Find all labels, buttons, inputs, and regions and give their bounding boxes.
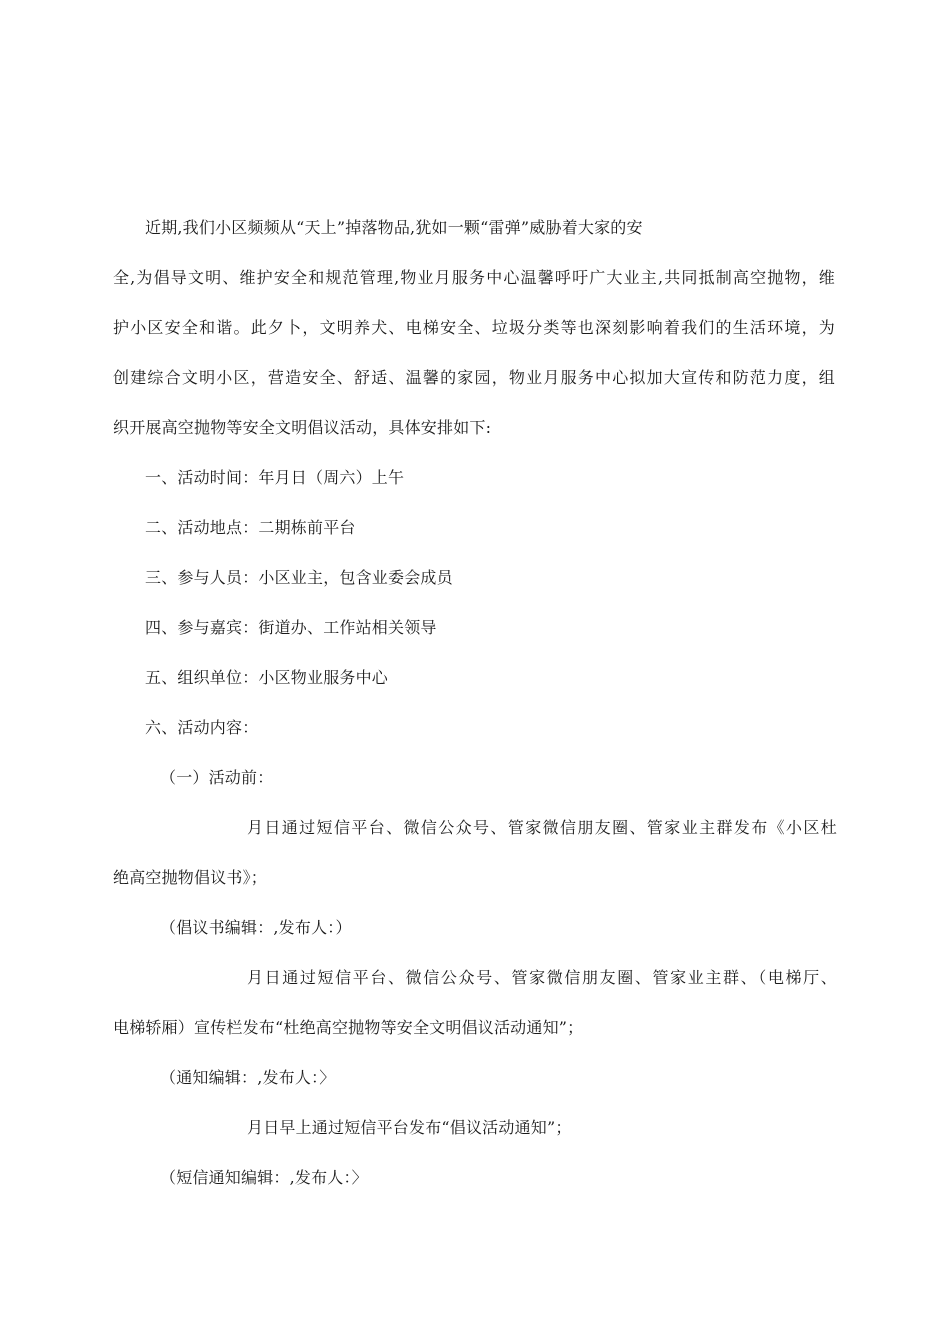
item-guests: 四、参与嘉宾：街道办、工作站相关领导 [145, 618, 437, 637]
before-step1-note: （倡议书编辑：,发布人：） [160, 918, 352, 937]
item-organizer: 五、组织单位：小区物业服务中心 [145, 668, 389, 687]
item-activity-time: 一、活动时间：年月日（周六）上午 [145, 468, 405, 487]
before-step2-line1: 月日通过短信平台、微信公众号、管家微信朋友圈、管家业主群、（电梯厅、 [247, 968, 837, 987]
intro-line-1: 近期,我们小区频频从“天上”掉落物品,犹如一颗“雷弹”威胁着大家的安 [145, 218, 643, 237]
before-step3-line1: 月日早上通过短信平台发布“倡议活动通知”； [247, 1118, 572, 1137]
before-step2-line2: 电梯轿厢）宣传栏发布“杜绝高空抛物等安全文明倡议活动通知”； [113, 1018, 584, 1037]
item-activity-place: 二、活动地点：二期栋前平台 [145, 518, 356, 537]
before-step1-line1: 月日通过短信平台、微信公众号、管家微信朋友圈、管家业主群发布《小区杜 [247, 818, 837, 837]
item-participants: 三、参与人员：小区业主，包含业委会成员 [145, 568, 453, 587]
before-step2-note: （通知编辑：,发布人：〉 [160, 1068, 336, 1087]
intro-line-4: 创建综合文明小区，营造安全、舒适、温馨的家园，物业月服务中心拟加大宣传和防范力度，组 [113, 368, 835, 387]
intro-line-2: 全,为倡导文明、维护安全和规范管理,物业月服务中心温馨呼吁广大业主,共同抵制高空抛物，维 [113, 268, 835, 287]
intro-line-5: 织开展高空抛物等安全文明倡议活动，具体安排如下: [113, 418, 492, 437]
before-step3-note: （短信通知编辑：,发布人：〉 [160, 1168, 368, 1187]
section-before-heading: （一）活动前： [160, 768, 274, 787]
item-activity-content: 六、活动内容： [145, 718, 259, 737]
before-step1-line2: 绝高空抛物倡议书》； [113, 868, 268, 887]
intro-line-3: 护小区安全和谐。此夕卜，文明养犬、电梯安全、垃圾分类等也深刻影响着我们的生活环境，为 [113, 318, 835, 337]
